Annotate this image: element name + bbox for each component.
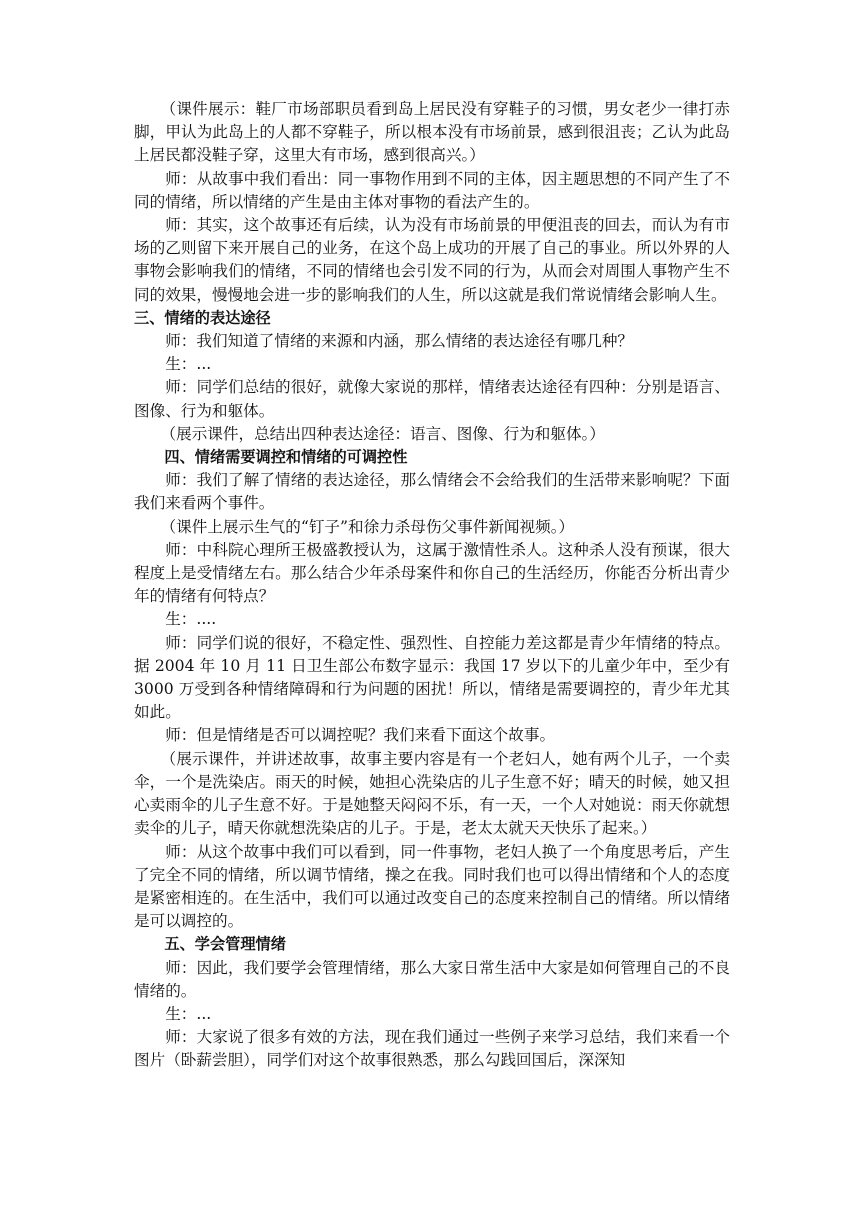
- paragraph-student-reply: 生：....: [165, 610, 217, 629]
- section-heading-expression-channels: 三、情绪的表达途径: [134, 308, 271, 327]
- paragraph-student-reply: 生：...: [165, 1004, 212, 1023]
- section-heading-manage-emotions: 五、学会管理情绪: [164, 935, 286, 954]
- paragraph-student-reply: 生：...: [165, 355, 212, 374]
- paragraph-teacher-examples: 师：大家说了很多有效的方法，现在我们通过一些例子来学习总结，我们来看一个图片（卧薪尝胆），同学们对这个故事很熟悉，那么勾践回国后，深深知: [134, 1028, 730, 1070]
- paragraph-teacher-same-thing-different-subjects: 师：从故事中我们看出：同一事物作用到不同的主体，因主题思想的不同产生了不同的情绪，所以情绪的产生是由主体对事物的看法产生的。: [134, 169, 730, 211]
- paragraph-teacher-can-regulate: 师：但是情绪是否可以调控呢？我们来看下面这个故事。: [165, 726, 556, 745]
- paragraph-teacher-how-manage: 师：因此，我们要学会管理情绪，那么大家日常生活中大家是如何管理自己的不良情绪的。: [134, 958, 730, 1000]
- paragraph-teacher-question-channels: 师：我们知道了情绪的来源和内涵，那么情绪的表达途径有哪几种？: [165, 332, 634, 351]
- paragraph-courseware-summary-channels: （展示课件，总结出四种表达途径：语言、图像、行为和躯体。）: [160, 424, 605, 443]
- paragraph-courseware-old-woman-story: （展示课件，并讲述故事，故事主要内容是有一个老妇人，她有两个儿子，一个卖伞，一个是洗染店。雨天的时候，她担心洗染店的儿子生意不好；晴天的时候，她又担心卖雨伞的儿子生意不好。于是她整天闷闷不乐，有一天，一个人对她说：雨天你就想卖伞的儿子，晴天你就想洗染店的儿子。于是，老太太就天天快乐了起来。）: [134, 749, 730, 838]
- paragraph-teacher-professor-view: 师：中科院心理所王极盛教授认为，这属于激情性杀人。这种杀人没有预谋，很大程度上是受情绪左右。那么结合少年杀母案件和你自己的生活经历，你能否分析出青少年的情绪有何特点？: [134, 540, 730, 606]
- paragraph-teacher-youth-characteristics: 师：同学们说的很好，不稳定性、强烈性、自控能力差这都是青少年情绪的特点。据 2004 年 10 月 11 日卫生部公布数字显示：我国 17 岁以下的儿童少年中，至少有 3000 万受到各种情绪障碍和行为问题的困扰！所以，情绪是需要调控的，青少年尤其如此。: [134, 633, 730, 722]
- paragraph-teacher-four-channels: 师：同学们总结的很好，就像大家说的那样，情绪表达途径有四种：分别是语言、图像、行为和躯体。: [134, 378, 730, 420]
- paragraph-courseware-shoe-factory: （课件展示：鞋厂市场部职员看到岛上居民没有穿鞋子的习惯，男女老少一律打赤脚，甲认为此岛上的人都不穿鞋子，所以根本没有市场前景，感到很沮丧；乙认为此岛上居民都没鞋子穿，这里大有市场，感到很高兴。）: [134, 100, 730, 165]
- section-heading-regulation: 四、情绪需要调控和情绪的可调控性: [164, 448, 408, 467]
- paragraph-teacher-two-events: 师：我们了解了情绪的表达途径，那么情绪会不会给我们的生活带来影响呢？下面我们来看两个事件。: [134, 471, 730, 513]
- paragraph-courseware-news-video: （课件上展示生气的“钉子”和徐力杀母伤父事件新闻视频。）: [160, 517, 575, 536]
- document-page: [134, 98, 730, 1073]
- paragraph-teacher-story-lesson: 师：从这个故事中我们可以看到，同一件事物，老妇人换了一个角度思考后，产生了完全不同的情绪，所以调节情绪，操之在我。同时我们也可以得出情绪和个人的态度是紧密相连的。在生活中，我们可以通过改变自己的态度来控制自己的情绪。所以情绪是可以调控的。: [134, 842, 730, 931]
- paragraph-teacher-story-continues: 师：其实，这个故事还有后续，认为没有市场前景的甲便沮丧的回去，而认为有市场的乙则留下来开展自己的业务，在这个岛上成功的开展了自己的事业。所以外界的人事物会影响我们的情绪，不同的情绪也会引发不同的行为，从而会对周围人事物产生不同的效果，慢慢地会进一步的影响我们的人生，所以这就是我们常说情绪会影响人生。: [134, 216, 730, 304]
